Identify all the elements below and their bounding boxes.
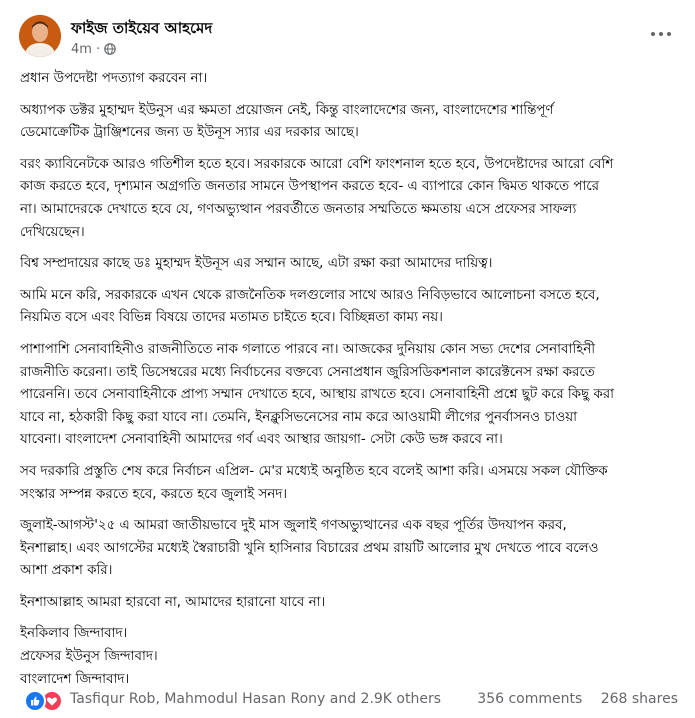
post-text-line: যাবে না, হঠকারী কিছু করা যাবে না। তেমনি, ইনক্লুসিভনেসের নাম করে আওয়ামী লীগের পুনর্বাসনও চাওয়া <box>20 409 577 425</box>
post-text-line: ইনশাল্লাহ। এবং আগস্টের মধ্যেই স্বৈরাচারী খুনি হাসিনার বিচারের প্রথম রায়টি আলোর মুখ দেখতে পাবে বলেও <box>20 540 599 556</box>
post-time[interactable]: 4m <box>71 41 92 57</box>
dot <box>659 32 663 36</box>
post-text-line: পারেননি। তবে সেনাবাহিনীকে প্রাপ্য সম্মান দেখাতে হবে, আস্থায় রাখতে হবে। সেনাবাহিনী প্রশ্নে ছুট করে কিছু করা <box>20 387 615 403</box>
post-text-line: যাবেনা। বাংলাদেশ সেনাবাহিনী আমাদের গর্ব এবং আস্থার জায়গা- সেটা কেউ ভঙ্গ করবে না। <box>20 432 503 448</box>
post-header <box>0 0 695 70</box>
more-options-button[interactable] <box>651 26 671 42</box>
post-paragraph <box>20 285 680 330</box>
post-paragraph <box>20 515 680 583</box>
post-text-line: নিয়মিত বসে এবং বিভিন্ন বিষয়ে তাদের মতামত চাইতে হবে। বিচ্ছিন্নতা কাম্য নয়। <box>20 310 443 326</box>
post-text-line: না। আমাদেরকে দেখাতে হবে যে, গণঅভ্যুত্থান পরবর্তীতে জনতার সম্মতিতে ক্ষমতায় এসে প্রফেসর সাফল্য <box>20 201 577 217</box>
post-paragraph <box>20 623 680 691</box>
post-text-line: আশা প্রকাশ করি। <box>20 563 113 579</box>
post-paragraph <box>20 154 680 244</box>
post-text-line: সংস্কার সম্পন্ন করতে হবে, করতে হবে জুলাই সনদ। <box>20 486 288 502</box>
post-text-line: প্রধান উপদেষ্টা পদত্যাগ করবেন না। <box>20 71 208 86</box>
post-text-line: ইনকিলাব জিন্দাবাদ। <box>20 626 128 642</box>
post-text-line: প্রফেসর ইউনুস জিন্দাবাদ। <box>20 649 158 665</box>
post-text-line: দেখিয়েছেন। <box>20 224 85 240</box>
post-text-line: সব দরকারি প্রস্তুতি শেষ করে নির্বাচন এপ্রিল- মে'র মধ্যেই অনুষ্ঠিত হবে বলেই আশা করি। এসময়ে সকল যৌক্তিক <box>20 463 608 479</box>
reacted-by-text[interactable]: Tasfiqur Rob, Mahmodul Hasan Rony and 2.9K others <box>70 691 442 707</box>
post-text-line: ইনশাআল্লাহ আমরা হারবো না, আমাদের হারানো যাবে না। <box>20 594 326 610</box>
post-meta: 4m · <box>71 40 116 58</box>
post-paragraph <box>20 339 680 452</box>
post-paragraph <box>20 592 680 615</box>
shares-count[interactable]: 268 shares <box>600 691 678 707</box>
post-paragraph <box>20 461 680 506</box>
post-text-line: বিশ্ব সম্প্রদায়ের কাছে ডঃ মুহাম্মদ ইউনূস এর সম্মান আছে, এটা রক্ষা করা আমাদের দায়িত্ব। <box>20 256 493 272</box>
post-paragraph <box>20 253 680 276</box>
post-body <box>20 68 680 700</box>
author-name[interactable]: ফাইজ তাইয়েব আহমেদ <box>71 19 213 37</box>
post-paragraph <box>20 68 680 91</box>
dot <box>651 32 655 36</box>
post-text-line: বরং ক্যাবিনেটকে আরও গতিশীল হতে হবে। সরকারকে আরো বেশি ফাংশনাল হতে হবে, উপদেষ্টাদের আরো বেশি <box>20 156 614 172</box>
post-text-line: রাজনীতি করেনা। তাই ডিসেম্বরের মধ্যে নির্বাচনের বক্তব্যে সেনাপ্রধান জুরিসডিকশনাল কারেক্টনেস রক্ষা করতে <box>20 364 595 380</box>
post-text-line: পাশাপাশি সেনাবাহিনীও রাজনীতিতে নাক গলাতে পারবে না। আজকের দুনিয়ায় কোন সভ্য দেশের সেনাবাহিনী <box>20 341 596 357</box>
globe-icon <box>104 43 116 55</box>
comments-count[interactable]: 356 comments <box>477 691 583 707</box>
post-text-line: আমি মনে করি, সরকারকে এখন থেকে রাজনৈতিক দলগুলোর সাথে আরও নিবিড়ভাবে আলোচনা বসতে হবে, <box>20 287 600 303</box>
post-footer <box>0 688 695 718</box>
post-text-line: জুলাই-আগস্ট'২৫ এ আমরা জাতীয়ভাবে দুই মাস জুলাই গণঅভ্যুত্থানের এক বছর পূর্তির উদযাপন করব, <box>20 518 567 534</box>
post-text-line: কাজ করতে হবে, দৃশ্যমান অগ্রগতি জনতার সামনে উপস্থাপন করতে হবে- এ ব্যাপারে কোন দ্বিমত থাকতে পারে <box>20 179 599 195</box>
engagement-counts <box>477 691 678 707</box>
post-text-line: বাংলাদেশ জিন্দাবাদ। <box>20 671 130 687</box>
post-text-line: অধ্যাপক ডক্টর মুহাম্মদ ইউনুস এর ক্ষমতা প্রয়োজন নেই, কিন্তু বাংলাদেশের জন্য, বাংলাদেশের শান্তিপূর্ণ <box>20 102 554 118</box>
dot <box>667 32 671 36</box>
like-icon <box>24 690 46 712</box>
reaction-icons[interactable] <box>24 690 63 712</box>
post-paragraph <box>20 100 680 145</box>
avatar[interactable] <box>19 15 61 57</box>
post-text-line: ডেমোক্রেটিক ট্রাঞ্জিশনের জন্য ড ইউনূস স্যার এর দরকার আছে। <box>20 125 359 141</box>
